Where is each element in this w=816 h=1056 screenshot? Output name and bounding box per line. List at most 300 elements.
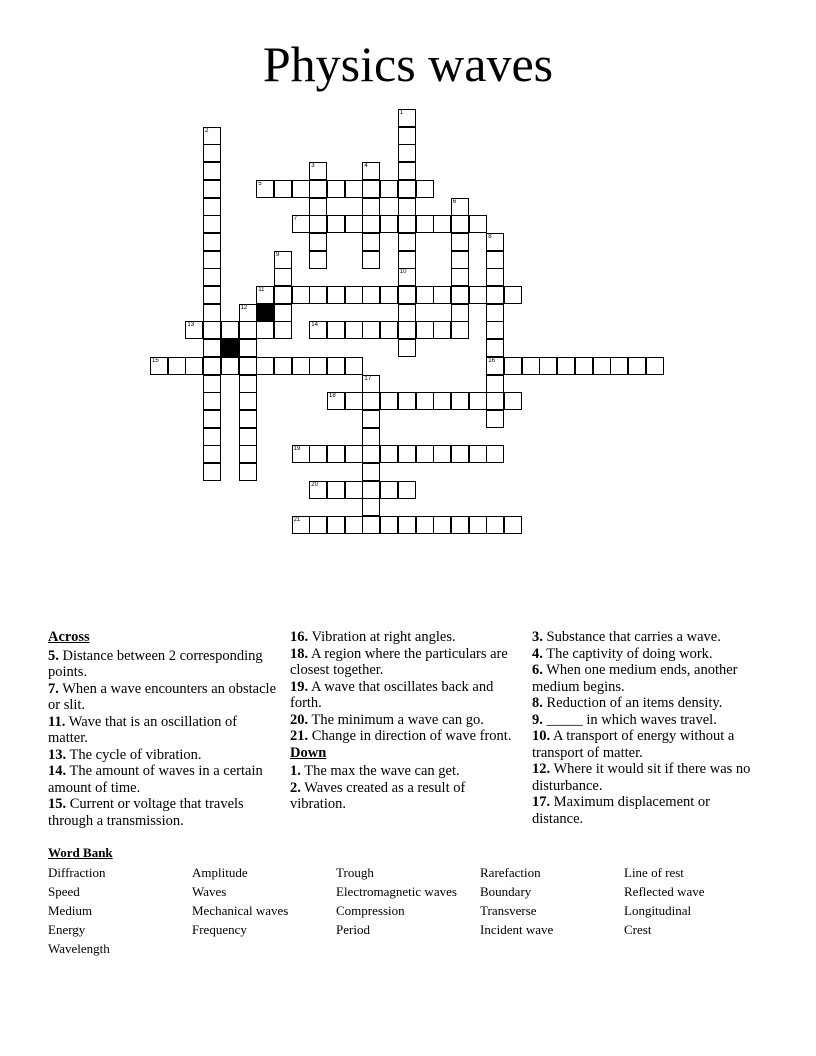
word-bank [48, 845, 788, 957]
crossword-cell[interactable] [239, 463, 257, 481]
crossword-cell[interactable] [504, 392, 522, 410]
word-bank-item: Waves [192, 884, 227, 899]
crossword-cell[interactable] [327, 286, 345, 304]
crossword-cell[interactable] [327, 516, 345, 534]
across-heading: Across [48, 629, 90, 645]
clue-text: Maximum displacement or distance. [532, 794, 710, 827]
black-square [221, 339, 239, 357]
crossword-cell[interactable] [646, 357, 664, 375]
clue-text: A region where the particulars are closest together. [290, 645, 508, 678]
crossword-cell[interactable] [398, 481, 416, 499]
clue-item [290, 646, 522, 679]
crossword-cell[interactable] [522, 357, 540, 375]
clues-column-1 [48, 629, 280, 829]
crossword-cell[interactable] [203, 357, 221, 375]
crossword-cell[interactable] [239, 428, 257, 446]
clue-text: The captivity of doing work. [542, 645, 713, 662]
crossword-cell[interactable] [451, 215, 469, 233]
crossword-cell[interactable] [486, 392, 504, 410]
down-clue-list [290, 763, 522, 813]
clue-number-label: 17. [532, 794, 551, 810]
crossword-cell[interactable] [274, 268, 292, 286]
crossword-cell[interactable] [362, 215, 380, 233]
crossword-cell[interactable] [345, 286, 363, 304]
clue-item [532, 646, 764, 663]
crossword-cell[interactable] [380, 445, 398, 463]
clue-number: 13 [187, 322, 195, 329]
crossword-cell[interactable] [309, 251, 327, 269]
clues-column-2 [290, 629, 522, 813]
crossword-cell[interactable] [362, 428, 380, 446]
clue-number-label: 11. [48, 713, 66, 730]
crossword-cell[interactable] [398, 516, 416, 534]
word-bank-item: Diffraction [48, 865, 106, 880]
clue-item [532, 662, 764, 695]
crossword-cell[interactable] [274, 180, 292, 198]
crossword-cell[interactable] [504, 286, 522, 304]
clue-number: 6 [452, 198, 457, 205]
crossword-cell[interactable] [327, 392, 345, 410]
black-square [256, 304, 274, 322]
clue-text: The amount of waves in a certain amount of time. [48, 763, 263, 796]
crossword-cell[interactable] [416, 445, 434, 463]
word-bank-item: Amplitude [192, 865, 248, 880]
crossword-cell[interactable] [292, 215, 310, 233]
clue-item [48, 763, 280, 796]
crossword-cell[interactable] [203, 321, 221, 339]
crossword-cell[interactable] [398, 127, 416, 145]
crossword-cell[interactable] [486, 251, 504, 269]
clue-number-label: 19. [290, 678, 309, 695]
crossword-cell[interactable] [327, 357, 345, 375]
crossword-cell[interactable] [362, 375, 380, 393]
clue-number-label: 14. [48, 763, 67, 779]
clue-number-label: 5. [48, 647, 59, 664]
crossword-cell[interactable] [345, 445, 363, 463]
crossword-cell[interactable] [398, 339, 416, 357]
crossword-cell[interactable] [486, 410, 504, 428]
clue-number: 7 [293, 216, 297, 223]
crossword-cell[interactable] [451, 268, 469, 286]
crossword-cell[interactable] [575, 357, 593, 375]
crossword-cell[interactable] [309, 286, 327, 304]
crossword-cell[interactable] [203, 286, 221, 304]
clue-number-label: 2. [290, 779, 301, 796]
clue-item [290, 780, 522, 813]
crossword-cell[interactable] [362, 410, 380, 428]
crossword-cell[interactable] [203, 375, 221, 393]
clue-number-label: 3. [532, 629, 543, 645]
clue-number-label: 10. [532, 728, 551, 744]
crossword-cell[interactable] [239, 304, 257, 322]
crossword-cell[interactable] [398, 144, 416, 162]
across-clue-list-continued [290, 629, 522, 745]
crossword-cell[interactable] [451, 392, 469, 410]
crossword-cell[interactable] [451, 304, 469, 322]
crossword-cell[interactable] [345, 215, 363, 233]
crossword-cell[interactable] [203, 304, 221, 322]
word-bank-item: Wavelength [48, 941, 110, 956]
clue-number: 5 [258, 180, 262, 187]
clue-number-label: 6. [532, 662, 543, 678]
clue-text: Change in direction of wave front. [308, 728, 512, 744]
clue-text: Current or voltage that travels through a transmission. [48, 796, 244, 829]
crossword-cell[interactable] [203, 392, 221, 410]
clue-text: Where it would sit if there was no disturbance. [532, 761, 751, 794]
down-heading: Down [290, 744, 327, 761]
clue-text: Substance that carries a wave. [542, 629, 721, 645]
crossword-cell[interactable] [309, 516, 327, 534]
crossword-cell[interactable] [486, 357, 504, 375]
crossword-cell[interactable] [239, 321, 257, 339]
crossword-cell[interactable] [256, 180, 274, 198]
clue-number: 15 [152, 357, 159, 364]
crossword-cell[interactable] [610, 357, 628, 375]
crossword-cell[interactable] [504, 357, 522, 375]
crossword-cell[interactable] [451, 321, 469, 339]
crossword-cell[interactable] [362, 463, 380, 481]
crossword-cell[interactable] [398, 198, 416, 216]
crossword-cell[interactable] [451, 516, 469, 534]
clue-number-label: 1. [290, 763, 301, 779]
clue-number-label: 4. [532, 645, 543, 662]
crossword-cell[interactable] [203, 198, 221, 216]
crossword-cell[interactable] [433, 445, 451, 463]
crossword-cell[interactable] [309, 198, 327, 216]
clue-item [48, 796, 280, 829]
crossword-cell[interactable] [309, 481, 327, 499]
crossword-cell[interactable] [469, 445, 487, 463]
crossword-cell[interactable] [362, 321, 380, 339]
across-clue-list [48, 648, 280, 830]
clue-item [290, 728, 522, 745]
crossword-cell[interactable] [203, 410, 221, 428]
clue-number-label: 18. [290, 645, 309, 662]
crossword-cell[interactable] [274, 321, 292, 339]
word-bank-list [48, 865, 788, 957]
word-bank-item: Crest [624, 922, 652, 937]
crossword-cell[interactable] [433, 516, 451, 534]
crossword-cell[interactable] [292, 180, 310, 198]
crossword-cell[interactable] [433, 321, 451, 339]
clue-number-label: 12. [532, 761, 551, 777]
clue-number-label: 20. [290, 711, 309, 728]
clue-number: 14 [311, 322, 318, 329]
crossword-cell[interactable] [416, 321, 434, 339]
crossword-cell[interactable] [486, 445, 504, 463]
crossword-cell[interactable] [362, 286, 380, 304]
crossword-cell[interactable] [362, 180, 380, 198]
crossword-cell[interactable] [398, 215, 416, 233]
word-bank-item: Electromagnetic waves [336, 884, 457, 899]
crossword-cell[interactable] [362, 233, 380, 251]
crossword-cell[interactable] [469, 215, 487, 233]
crossword-cell[interactable] [362, 198, 380, 216]
clue-item [532, 761, 764, 794]
down-clue-list-continued [532, 629, 764, 827]
clue-text: Reduction of an items density. [542, 695, 723, 711]
crossword-cell[interactable] [628, 357, 646, 375]
word-bank-item: Rarefaction [480, 865, 541, 880]
crossword-cell[interactable] [274, 357, 292, 375]
page-title: Physics waves [262, 36, 554, 92]
crossword-cell[interactable] [362, 516, 380, 534]
crossword-cell[interactable] [486, 339, 504, 357]
clue-number: 21 [293, 517, 301, 524]
clue-item [532, 712, 764, 729]
crossword-cell[interactable] [239, 392, 257, 410]
clue-number-label: 15. [48, 796, 67, 812]
crossword-cell[interactable] [345, 357, 363, 375]
crossword-cell[interactable] [256, 321, 274, 339]
crossword-cell[interactable] [292, 357, 310, 375]
crossword-cell[interactable] [380, 180, 398, 198]
crossword-cell[interactable] [203, 180, 221, 198]
word-bank-item: Period [336, 922, 370, 937]
word-bank-item: Boundary [480, 884, 532, 899]
crossword-cell[interactable] [451, 233, 469, 251]
clue-number-label: 7. [48, 680, 59, 697]
clue-text: _____ in which waves travel. [542, 711, 717, 728]
crossword-cell[interactable] [327, 481, 345, 499]
crossword-cell[interactable] [469, 392, 487, 410]
clue-number: 9 [275, 251, 280, 258]
clue-number: 8 [488, 233, 492, 240]
crossword-cell[interactable] [433, 392, 451, 410]
crossword-cell[interactable] [327, 445, 345, 463]
crossword-cell[interactable] [185, 357, 203, 375]
crossword-cell[interactable] [239, 375, 257, 393]
clue-item [532, 629, 764, 646]
crossword-cell[interactable] [362, 392, 380, 410]
clue-number-label: 13. [48, 746, 67, 763]
crossword-cell[interactable] [239, 410, 257, 428]
clue-item [290, 712, 522, 729]
crossword-cell[interactable] [398, 251, 416, 269]
clue-number: 1 [399, 110, 404, 116]
crossword-cell[interactable] [398, 321, 416, 339]
word-bank-item: Incident wave [480, 922, 554, 937]
crossword-cell[interactable] [433, 286, 451, 304]
crossword-cell[interactable] [469, 286, 487, 304]
crossword-cell[interactable] [451, 445, 469, 463]
crossword-cell[interactable] [362, 162, 380, 180]
clue-item [48, 681, 280, 714]
crossword-cell[interactable] [486, 304, 504, 322]
clue-item [532, 794, 764, 827]
crossword-cell[interactable] [327, 180, 345, 198]
crossword-cell[interactable] [292, 516, 310, 534]
crossword-cell[interactable] [203, 144, 221, 162]
clue-text: Wave that is an oscillation of matter. [48, 713, 238, 746]
crossword-cell[interactable] [309, 162, 327, 180]
clue-text: When one medium ends, another medium begins. [532, 662, 738, 695]
clue-item [290, 629, 522, 646]
word-bank-item: Mechanical waves [192, 903, 289, 918]
crossword-cell[interactable] [256, 357, 274, 375]
crossword-cell[interactable] [345, 180, 363, 198]
crossword-cell[interactable] [398, 162, 416, 180]
clue-number: 10 [399, 269, 407, 276]
crossword-cell[interactable] [203, 215, 221, 233]
word-bank-title: Word Bank [48, 845, 113, 860]
crossword-cell[interactable] [309, 321, 327, 339]
clue-number: 17 [364, 375, 372, 382]
word-bank-item: Line of rest [624, 865, 684, 880]
word-bank-item: Trough [336, 865, 374, 880]
crossword-cell[interactable] [150, 357, 168, 375]
crossword-cell[interactable] [416, 180, 434, 198]
word-bank-item: Transverse [480, 903, 537, 918]
crossword-cell[interactable] [539, 357, 557, 375]
crossword-cell[interactable] [168, 357, 186, 375]
crossword-cell[interactable] [398, 445, 416, 463]
crossword-cell[interactable] [380, 286, 398, 304]
crossword-cell[interactable] [239, 445, 257, 463]
crossword-cell[interactable] [203, 162, 221, 180]
crossword-cell[interactable] [239, 339, 257, 357]
clue-number: 19 [293, 446, 301, 453]
crossword-cell[interactable] [398, 304, 416, 322]
clues-column-3 [532, 629, 764, 827]
crossword-cell[interactable] [274, 286, 292, 304]
clue-number: 2 [205, 127, 209, 134]
crossword-cell[interactable] [398, 233, 416, 251]
crossword-cell[interactable] [557, 357, 575, 375]
crossword-cell[interactable] [309, 445, 327, 463]
crossword-cell[interactable] [380, 321, 398, 339]
crossword-cell[interactable] [416, 392, 434, 410]
word-bank-item: Medium [48, 903, 93, 918]
crossword-cell[interactable] [203, 233, 221, 251]
crossword-cell[interactable] [486, 268, 504, 286]
word-bank-item: Speed [48, 884, 80, 899]
crossword-cell[interactable] [416, 516, 434, 534]
clue-text: The cycle of vibration. [66, 746, 202, 763]
clue-text: Distance between 2 corresponding points. [48, 647, 263, 680]
crossword-cell[interactable] [416, 286, 434, 304]
crossword-cell[interactable] [451, 251, 469, 269]
clue-number: 12 [240, 304, 248, 311]
crossword-cell[interactable] [486, 286, 504, 304]
crossword-cell[interactable] [486, 233, 504, 251]
crossword-cell[interactable] [486, 375, 504, 393]
clue-number: 20 [311, 481, 318, 488]
word-bank-item: Longitudinal [624, 903, 692, 918]
clue-item [48, 747, 280, 764]
crossword-cell[interactable] [380, 516, 398, 534]
crossword-cell[interactable] [451, 286, 469, 304]
crossword-cell[interactable] [504, 516, 522, 534]
crossword-cell[interactable] [203, 428, 221, 446]
crossword-cell[interactable] [398, 109, 416, 127]
crossword-cell[interactable] [203, 339, 221, 357]
crossword-cell[interactable] [221, 357, 239, 375]
crossword-cell[interactable] [451, 198, 469, 216]
clue-number-label: 8. [532, 695, 543, 711]
crossword-cell[interactable] [274, 251, 292, 269]
word-bank-item: Compression [336, 903, 405, 918]
crossword-cell[interactable] [203, 463, 221, 481]
crossword-cell[interactable] [309, 215, 327, 233]
clue-text: The max the wave can get. [300, 763, 460, 779]
clue-item [48, 714, 280, 747]
crossword-cell[interactable] [203, 127, 221, 145]
crossword-cell[interactable] [203, 251, 221, 269]
clue-item [48, 648, 280, 681]
crossword-cell[interactable] [416, 215, 434, 233]
crossword-cell[interactable] [380, 215, 398, 233]
crossword-cell[interactable] [274, 304, 292, 322]
clue-number-label: 21. [290, 728, 309, 744]
crossword-cell[interactable] [185, 321, 203, 339]
crossword-cell[interactable] [309, 357, 327, 375]
clue-number-label: 9. [532, 711, 543, 728]
crossword-cell[interactable] [398, 392, 416, 410]
crossword-cell[interactable] [398, 286, 416, 304]
crossword-cell[interactable] [256, 286, 274, 304]
crossword-cell[interactable] [380, 392, 398, 410]
crossword-cell[interactable] [292, 445, 310, 463]
clue-number: 3 [311, 163, 315, 170]
crossword-cell[interactable] [362, 445, 380, 463]
clue-item [290, 763, 522, 780]
crossword-cell[interactable] [292, 286, 310, 304]
crossword-cell[interactable] [486, 321, 504, 339]
clue-number: 11 [258, 287, 265, 293]
crossword-cell[interactable] [345, 481, 363, 499]
crossword-cell[interactable] [309, 233, 327, 251]
crossword-cell[interactable] [345, 392, 363, 410]
crossword-cell[interactable] [362, 251, 380, 269]
clue-text: When a wave encounters an obstacle or slit. [48, 680, 277, 713]
crossword-cell[interactable] [239, 357, 257, 375]
word-bank-item: Energy [48, 922, 86, 937]
crossword-cell[interactable] [345, 321, 363, 339]
clue-item [290, 679, 522, 712]
crossword-cell[interactable] [398, 268, 416, 286]
crossword-cell[interactable] [362, 498, 380, 516]
crossword-cell[interactable] [433, 215, 451, 233]
crossword-cell[interactable] [327, 321, 345, 339]
clue-number: 4 [364, 163, 368, 170]
crossword-cell[interactable] [203, 445, 221, 463]
crossword-cell[interactable] [309, 180, 327, 198]
crossword-cell[interactable] [380, 481, 398, 499]
crossword-cell[interactable] [469, 516, 487, 534]
clue-text: A transport of energy without a transport of matter. [532, 728, 735, 761]
word-bank-item: Frequency [192, 922, 247, 937]
crossword-cell[interactable] [593, 357, 611, 375]
clue-text: Vibration at right angles. [308, 629, 456, 645]
clue-text: A wave that oscillates back and forth. [290, 678, 494, 711]
crossword-cell[interactable] [486, 516, 504, 534]
crossword-cell[interactable] [345, 516, 363, 534]
clue-number-label: 16. [290, 629, 309, 645]
crossword-cell[interactable] [398, 180, 416, 198]
word-bank-item: Reflected wave [624, 884, 705, 899]
crossword-cell[interactable] [362, 481, 380, 499]
clue-number: 18 [329, 393, 336, 400]
crossword-cell[interactable] [327, 215, 345, 233]
crossword-cell[interactable] [221, 321, 239, 339]
clue-item [532, 695, 764, 712]
clue-item [532, 728, 764, 761]
clue-text: Waves created as a result of vibration. [290, 779, 466, 812]
clue-text: The minimum a wave can go. [308, 711, 484, 728]
clue-number: 16 [488, 357, 495, 364]
crossword-cell[interactable] [203, 268, 221, 286]
